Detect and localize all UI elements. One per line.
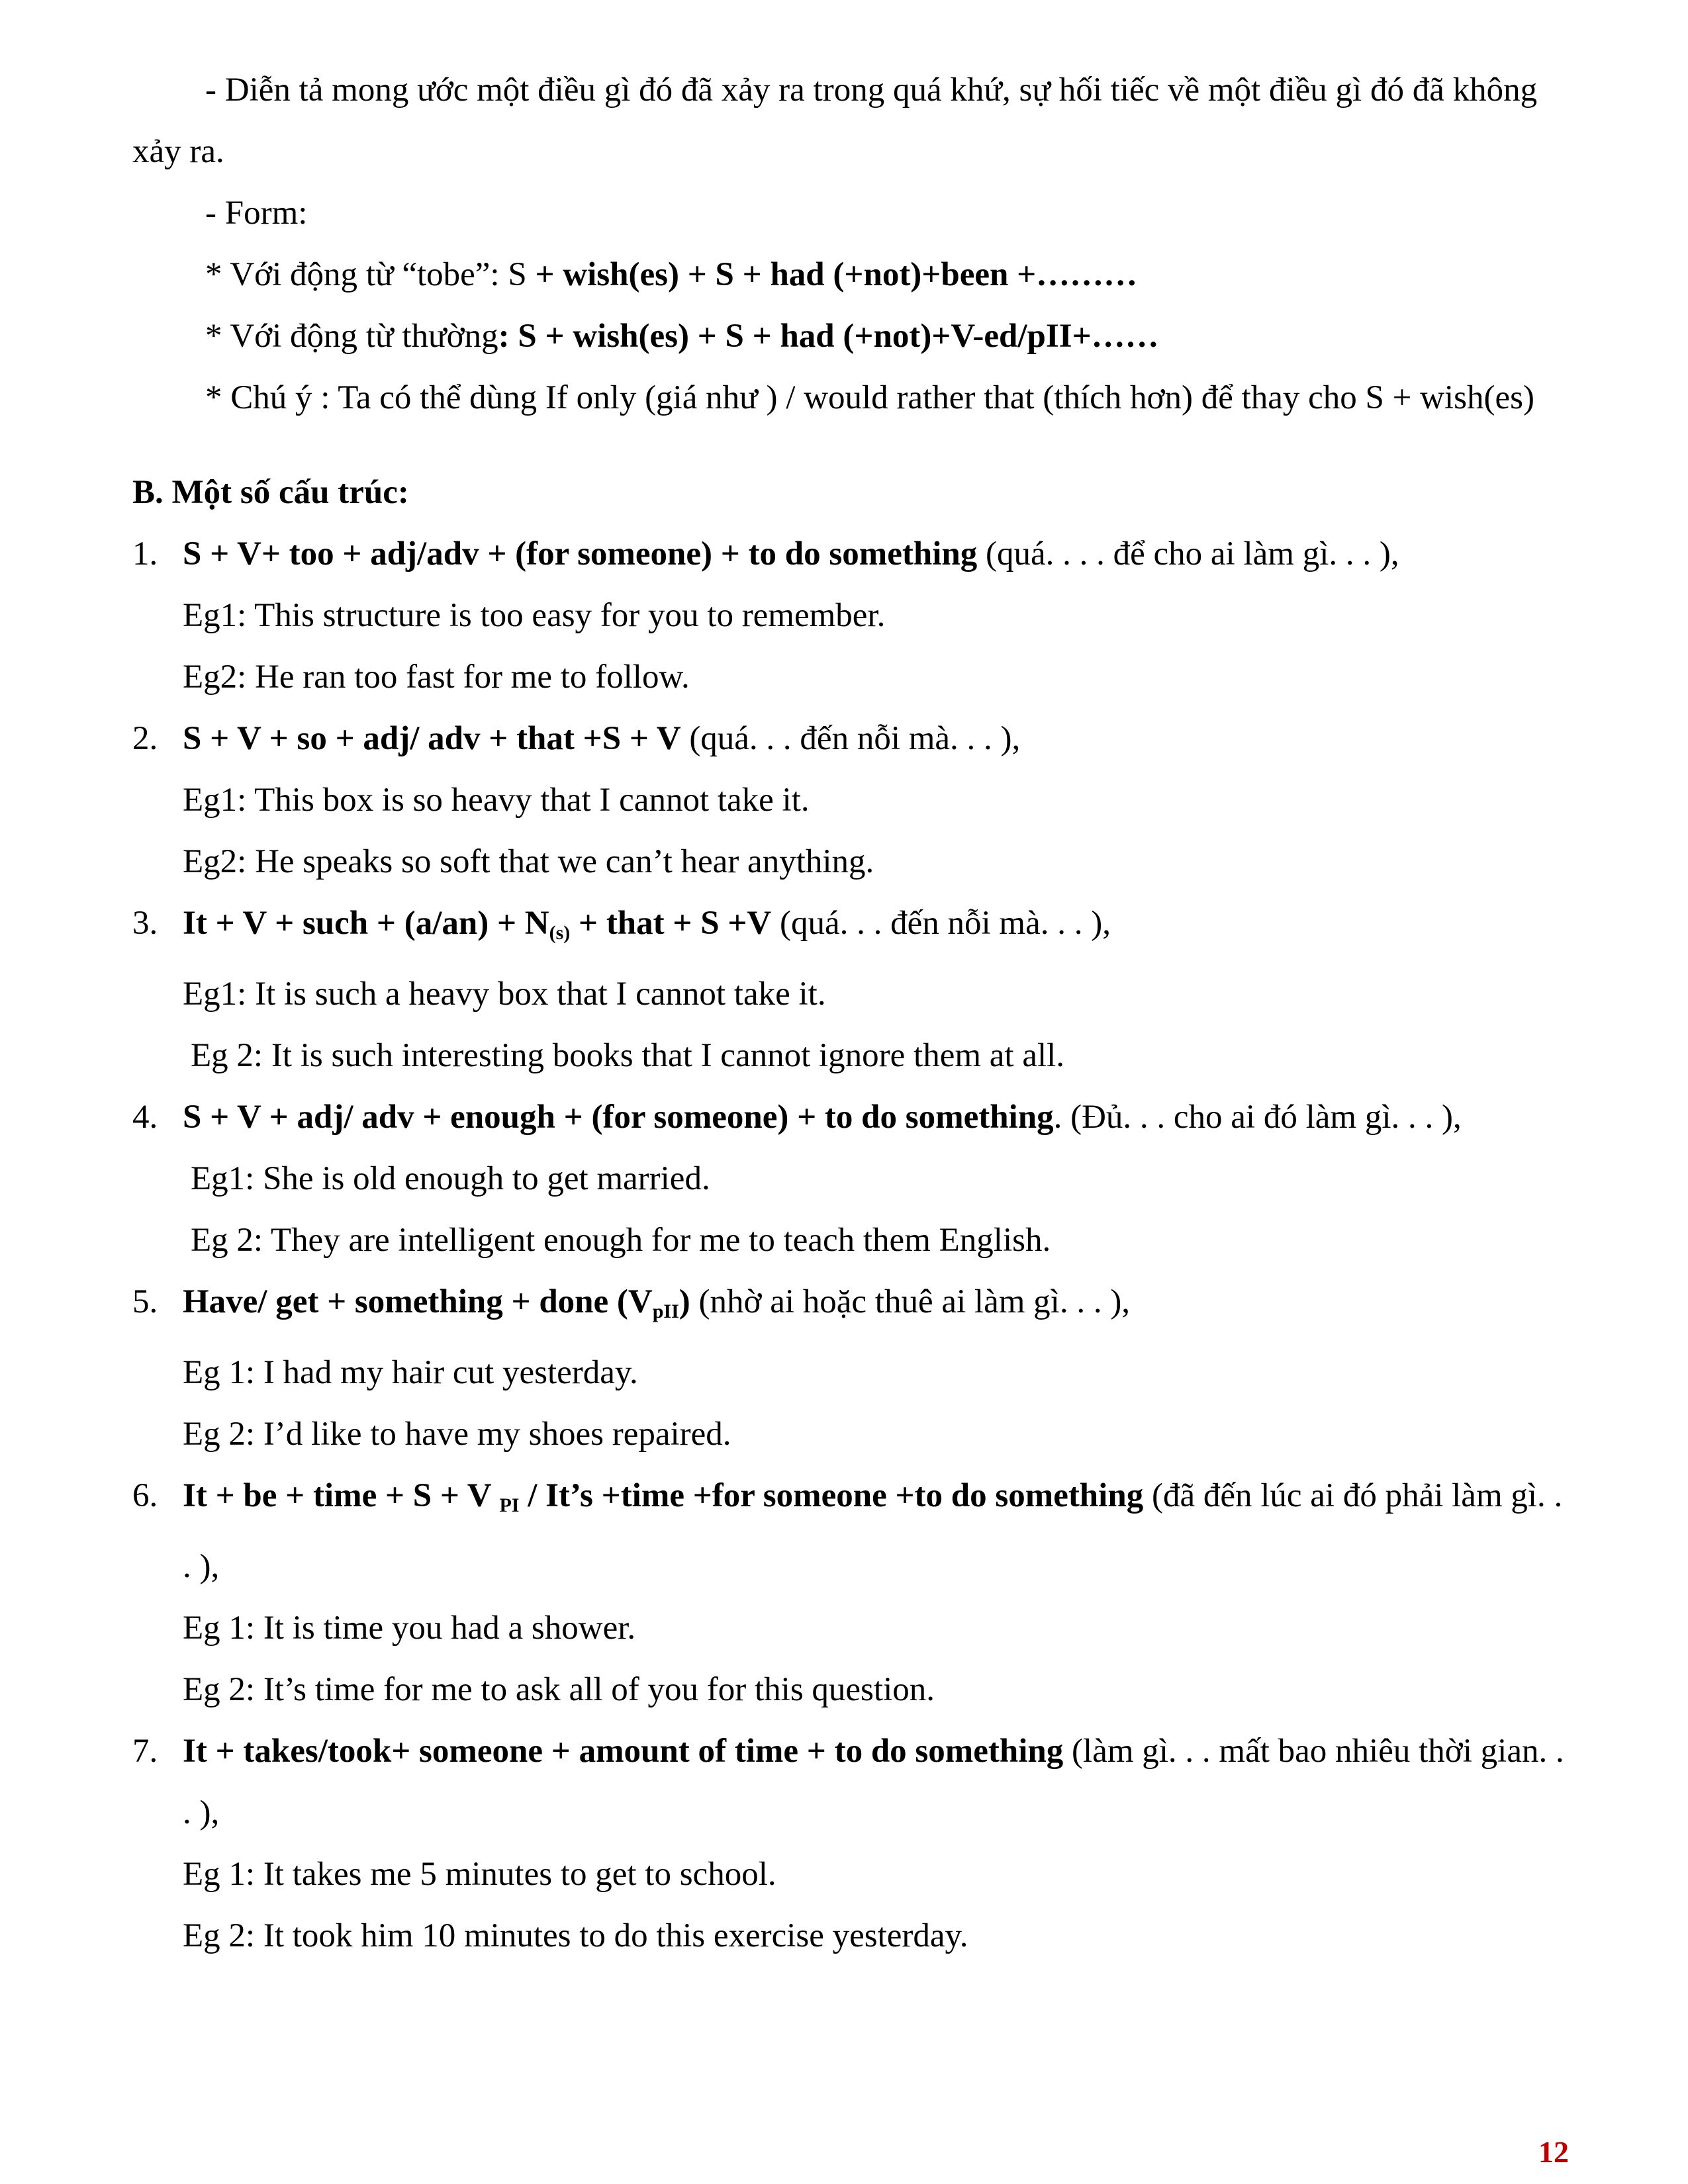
structure-formula (183, 1283, 690, 1320)
structure-formula: S + V+ too + adj/adv + (for someone) + to do something (183, 535, 978, 572)
example-2: Eg2: He ran too fast for me to follow. (183, 659, 690, 696)
formula-part-a: It + V + such + (a/an) + N (183, 905, 549, 942)
structure-formula: S + V + adj/ adv + enough + (for someone) + to do something (183, 1099, 1054, 1136)
structure-meaning: (nhờ ai hoặc thuê ai làm gì. . . ), (690, 1283, 1131, 1320)
structure-item-5 (132, 1271, 1569, 1465)
structure-formula-line (132, 893, 1569, 964)
example-1: Eg1: It is such a heavy box that I cannot take it. (183, 976, 826, 1013)
example-2: Eg 2: It is such interesting books that I cannot ignore them at all. (191, 1037, 1065, 1074)
structure-formula: S + V + so + adj/ adv + that +S + V (183, 720, 681, 757)
item-number: 1. (132, 535, 158, 572)
structure-meaning: (đã đến lúc ai đó phải làm gì. . . ), (183, 1477, 1563, 1585)
example-2: Eg 2: It took him 10 minutes to do this exercise yesterday. (183, 1917, 968, 1954)
structure-meaning: . (Đủ. . . cho ai đó làm gì. . . ), (1053, 1099, 1462, 1136)
item-number: 3. (132, 905, 158, 942)
normal-form-formula: : S + wish(es) + S + had (+not)+V-ed/pII+…… (498, 318, 1159, 355)
structure-item-2 (132, 708, 1569, 893)
structure-formula-line (132, 708, 1569, 770)
structure-formula (183, 1477, 1143, 1514)
formula-part-b: ) (679, 1283, 690, 1320)
structure-formula (183, 905, 771, 942)
structure-formula-line (132, 523, 1569, 585)
structure-item-7 (132, 1721, 1569, 1967)
example-1: Eg 1: It takes me 5 minutes to get to school. (183, 1856, 776, 1893)
structure-meaning: (làm gì. . . mất bao nhiêu thời gian. . . ), (183, 1733, 1564, 1831)
tobe-form-prefix: * Với động từ “tobe”: S (205, 256, 527, 293)
example-1: Eg 1: I had my hair cut yesterday. (183, 1354, 638, 1391)
example-2: Eg 2: It’s time for me to ask all of you for this question. (183, 1671, 935, 1708)
example-1: Eg1: This box is so heavy that I cannot take it. (183, 782, 810, 819)
structure-meaning: (quá. . . đến nỗi mà. . . ), (771, 905, 1111, 942)
tobe-form-line (132, 244, 1569, 306)
normal-form-prefix: * Với động từ thường (205, 318, 498, 355)
structure-item-1 (132, 523, 1569, 708)
formula-part-a: Have/ get + something + done (V (183, 1283, 653, 1320)
example-1: Eg1: She is old enough to get married. (191, 1160, 710, 1197)
item-number: 7. (132, 1733, 158, 1770)
structure-meaning: (quá. . . đến nỗi mà. . . ), (680, 720, 1021, 757)
example-1: Eg1: This structure is too easy for you to remember. (183, 597, 886, 634)
structure-item-3 (132, 893, 1569, 1087)
formula-part-b: + that + S +V (570, 905, 772, 942)
note-line: * Chú ý : Ta có thể dùng If only (giá như ) / would rather that (thích hơn) để thay cho S + wish(es) (205, 379, 1534, 416)
formula-subscript: (s) (549, 922, 571, 944)
form-label: - Form: (205, 195, 308, 232)
structure-formula: It + takes/took+ someone + amount of time + to do something (183, 1733, 1064, 1770)
example-2: Eg 2: They are intelligent enough for me to teach them English. (191, 1222, 1051, 1259)
structure-formula-line (132, 1721, 1569, 1844)
item-number: 4. (132, 1099, 158, 1136)
section-b-heading: B. Một số cấu trúc: (132, 474, 409, 511)
structure-item-4 (132, 1087, 1569, 1271)
formula-part-b: / It’s +time +for someone +to do something (519, 1477, 1144, 1514)
tobe-form-formula: + wish(es) + S + had (+not)+been +……… (526, 256, 1138, 293)
item-number: 6. (132, 1477, 158, 1514)
page-number: 12 (1538, 2135, 1569, 2169)
normal-verb-form-line (132, 306, 1569, 367)
structure-formula-line (132, 1087, 1569, 1148)
structure-formula-line (132, 1465, 1569, 1598)
item-number: 5. (132, 1283, 158, 1320)
intro-description: - Diễn tả mong ước một điều gì đó đã xảy ra trong quá khứ, sự hối tiếc về một điều gì đó đã không xảy ra. (132, 71, 1538, 170)
structure-formula-line (132, 1271, 1569, 1342)
item-number: 2. (132, 720, 158, 757)
structure-meaning: (quá. . . . để cho ai làm gì. . . ), (977, 535, 1399, 572)
example-2: Eg 2: I’d like to have my shoes repaired. (183, 1416, 731, 1453)
structure-item-6 (132, 1465, 1569, 1721)
document-page (132, 60, 1569, 1967)
formula-subscript: PI (499, 1494, 520, 1516)
example-1: Eg 1: It is time you had a shower. (183, 1610, 636, 1647)
formula-part-a: It + be + time + S + V (183, 1477, 500, 1514)
formula-subscript: pII (652, 1300, 679, 1322)
example-2: Eg2: He speaks so soft that we can’t hear anything. (183, 843, 874, 880)
